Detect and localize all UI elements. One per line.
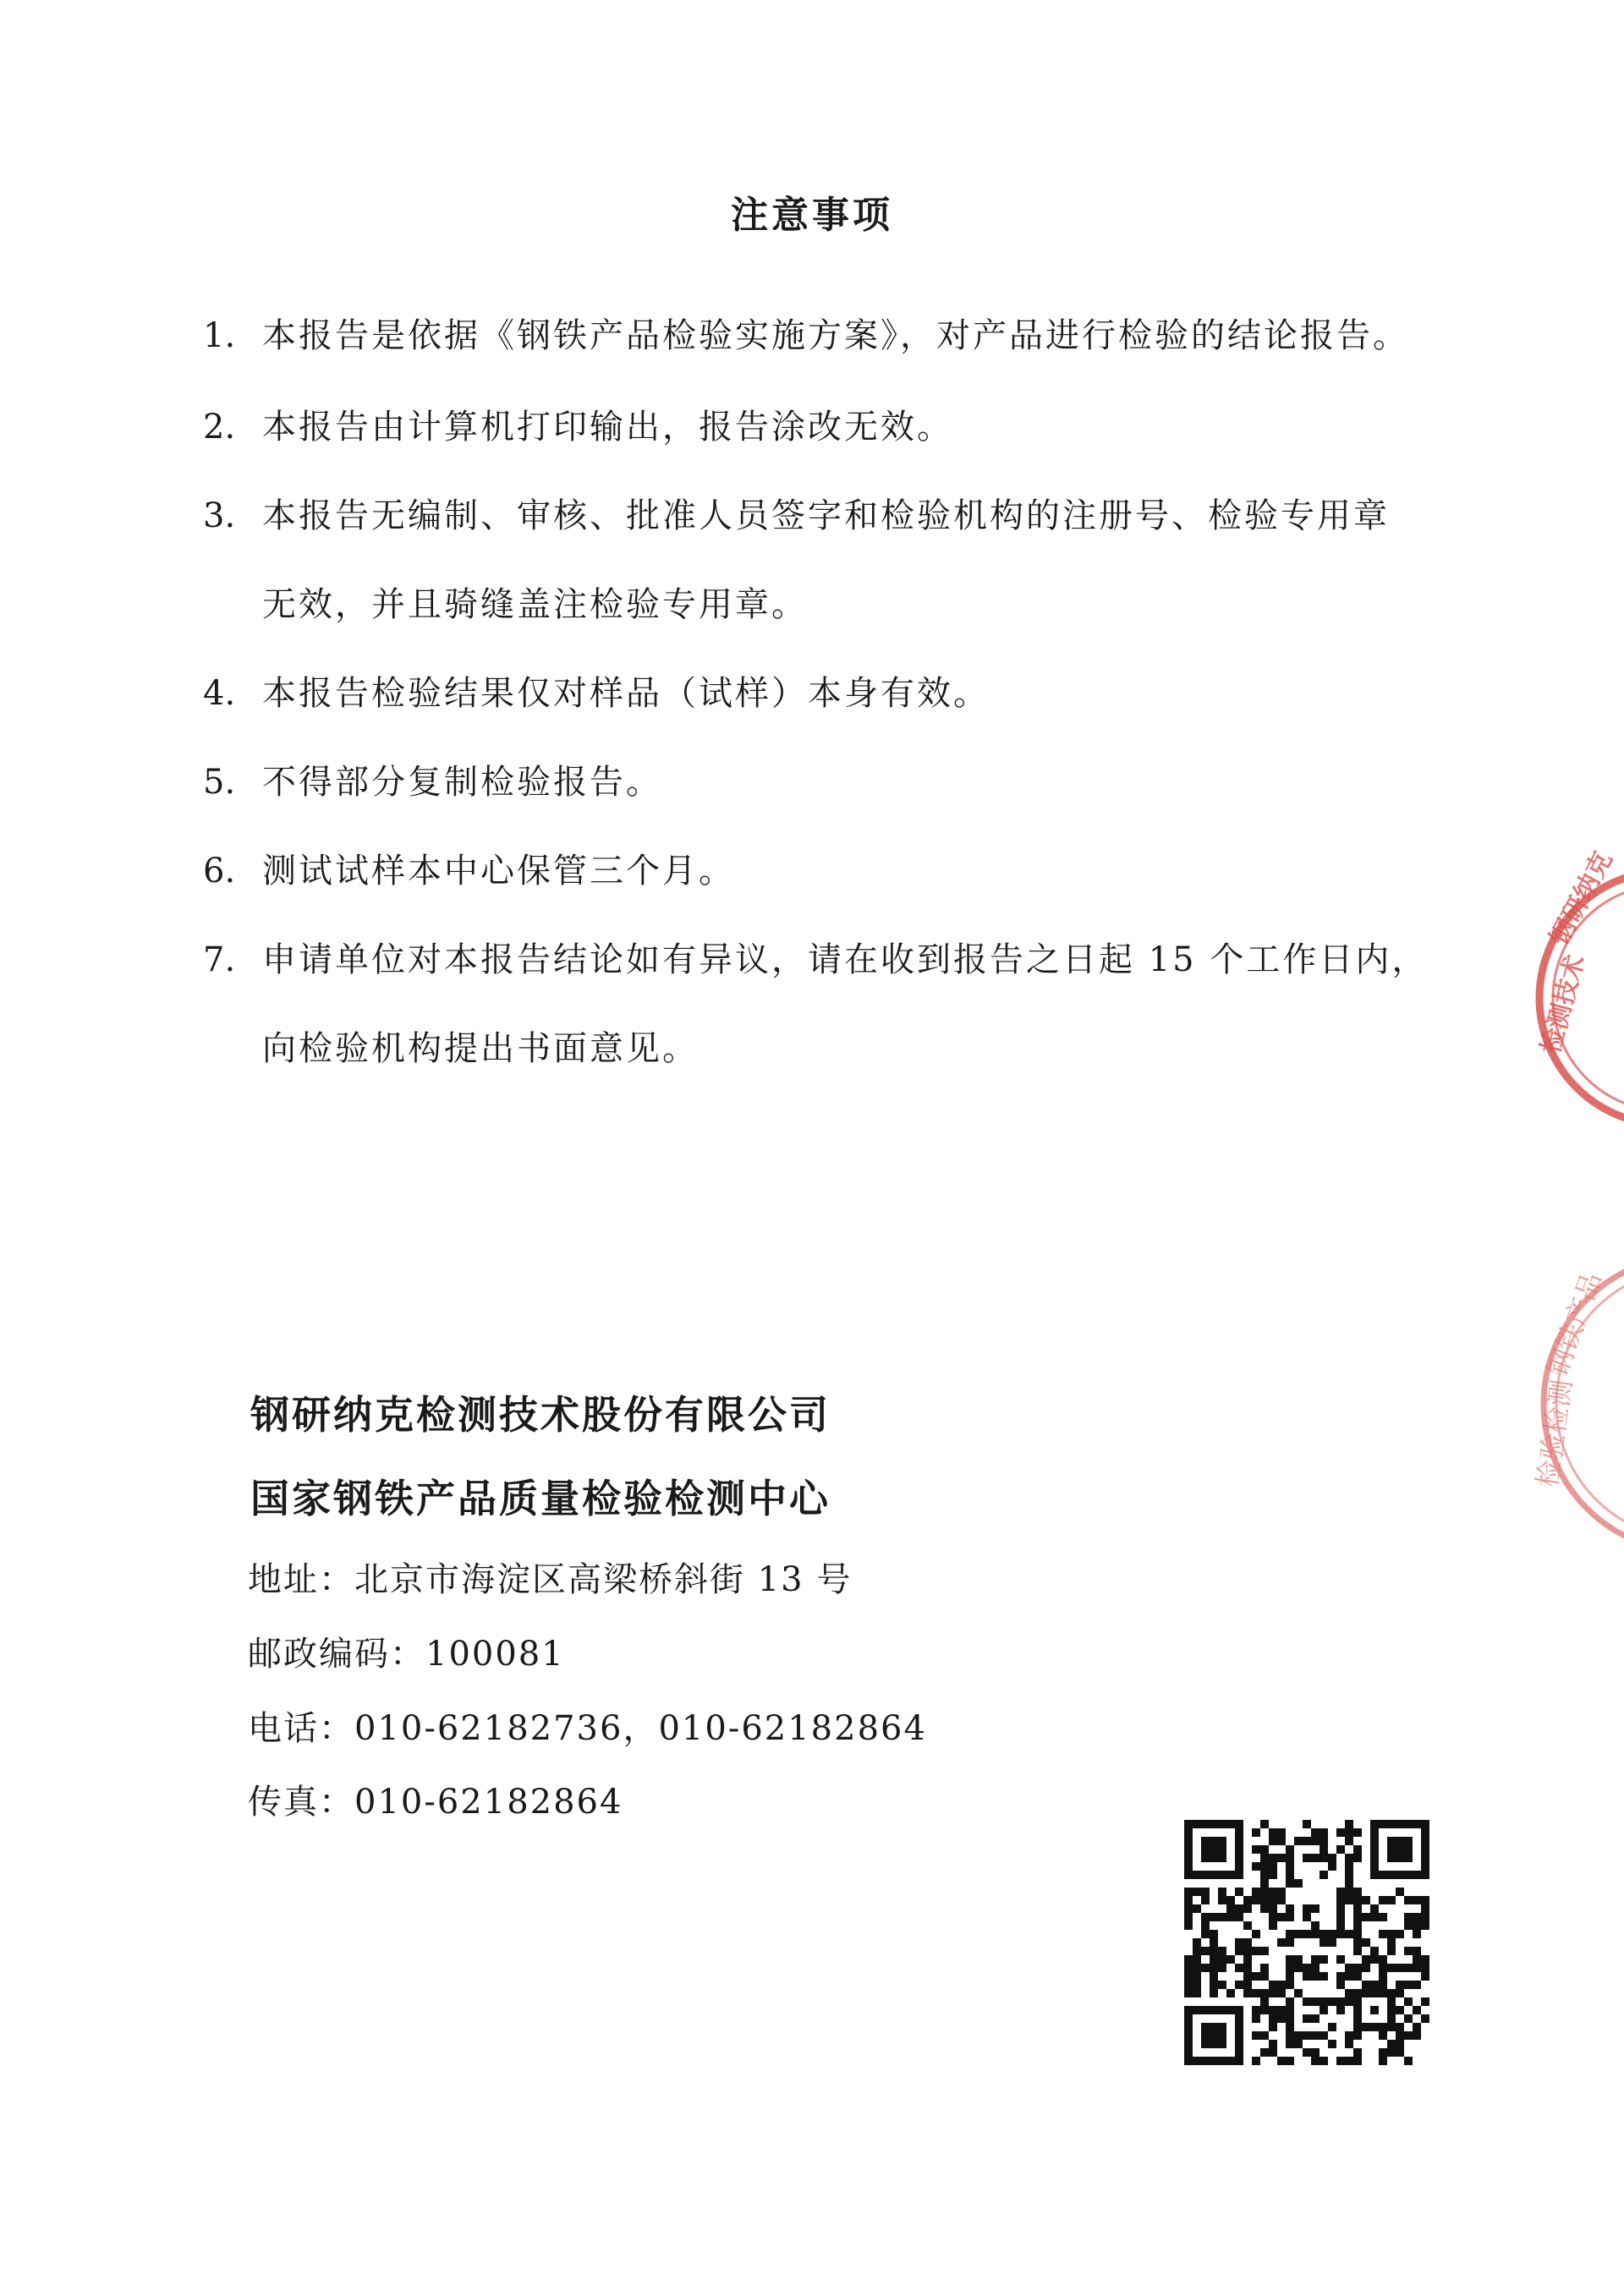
notice-item-7: 申请单位对本报告结论如有异议，请在收到报告之日起 15 个工作日内， xyxy=(262,940,1429,979)
notice-item-4: 本报告检验结果仅对样品（试样）本身有效。 xyxy=(262,674,990,713)
notice-item-6: 测试试样本中心保管三个月。 xyxy=(262,852,735,890)
svg-text:钢研纳克: 钢研纳克 xyxy=(1545,847,1618,951)
notice-number: 1. xyxy=(203,316,236,355)
notice-item-1: 本报告是依据《钢铁产品检验实施方案》，对产品进行检验的结论报告。 xyxy=(262,316,1409,355)
notice-item-5: 不得部分复制检验报告。 xyxy=(262,763,662,802)
seal-stamp-top xyxy=(1514,846,1624,1150)
notice-number: 3. xyxy=(203,496,236,535)
notice-number: 4. xyxy=(203,674,236,713)
qr-code-graphic xyxy=(1184,1820,1429,2065)
svg-text:检测技术: 检测技术 xyxy=(1536,951,1590,1057)
seal-stamp-bottom-icon xyxy=(1522,1235,1624,1573)
address-line: 地址：北京市海淀区高梁桥斜街 13 号 xyxy=(248,1560,853,1599)
notice-number: 2. xyxy=(203,408,236,447)
fax-line: 传真：010-62182864 xyxy=(248,1783,623,1822)
seal-stamp-bottom xyxy=(1522,1235,1624,1573)
notice-item-3: 本报告无编制、审核、批准人员签字和检验机构的注册号、检验专用章 xyxy=(262,496,1390,535)
notice-item-7-cont: 向检验机构提出书面意见。 xyxy=(262,1029,699,1068)
notice-item-2: 本报告由计算机打印输出，报告涂改无效。 xyxy=(262,408,953,447)
phone-line: 电话：010-62182736，010-62182864 xyxy=(248,1709,927,1748)
postcode-line: 邮政编码：100081 xyxy=(248,1635,565,1674)
center-name: 国家钢铁产品质量检验检测中心 xyxy=(250,1476,831,1521)
page-title: 注意事项 xyxy=(731,194,893,237)
svg-text:钢铁产品: 钢铁产品 xyxy=(1541,1268,1608,1381)
company-name: 钢研纳克检测技术股份有限公司 xyxy=(250,1392,831,1438)
notice-number: 7. xyxy=(203,940,236,979)
qr-code-icon xyxy=(1184,1820,1429,2065)
notice-number: 5. xyxy=(203,763,236,802)
seal-stamp-top-icon xyxy=(1514,846,1624,1150)
notice-item-3-cont: 无效，并且骑缝盖注检验专用章。 xyxy=(262,585,808,624)
notice-number: 6. xyxy=(203,852,236,890)
svg-text:检验检测: 检验检测 xyxy=(1532,1378,1577,1489)
